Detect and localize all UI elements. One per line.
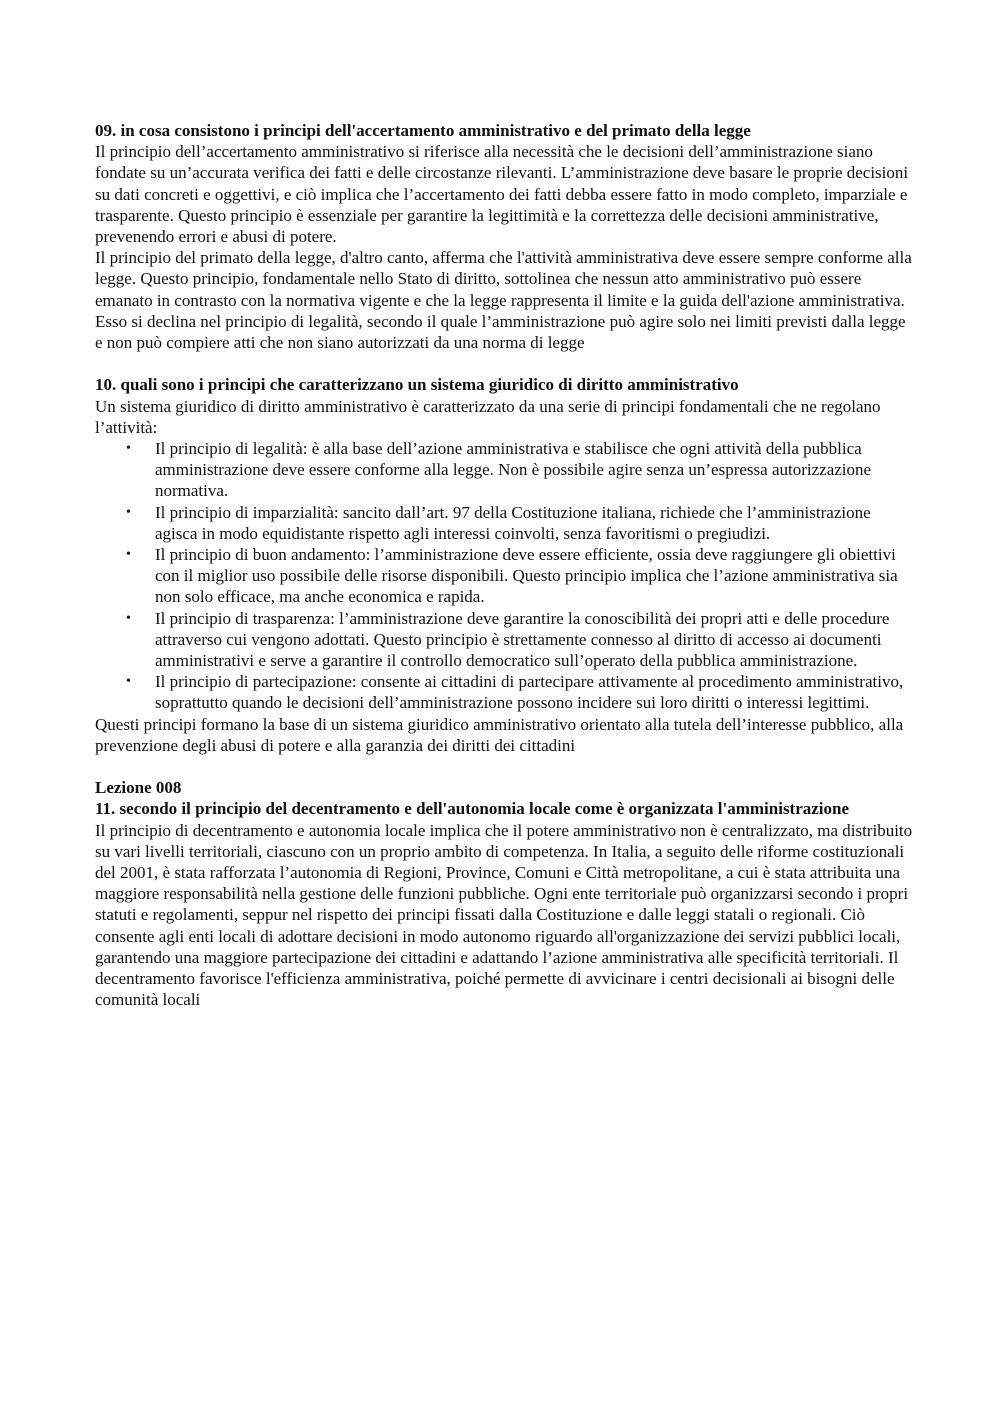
section-11-heading: 11. secondo il principio del decentramento e dell'autonomia locale come è organizzata l'amministrazione: [95, 799, 850, 819]
list-item: [95, 438, 915, 502]
list-item-text: Il principio di buon andamento: l’amministrazione deve essere efficiente, ossia deve raggiungere gli obiettivi con il miglior uso possibile delle risorse disponibili. Questo principio implica che l’azione amministrativa sia non solo efficace, ma anche economica e rapida.: [155, 545, 898, 607]
section-spacer: [95, 353, 915, 374]
bullet-icon: •: [126, 504, 131, 520]
list-item: [95, 544, 915, 608]
list-item-text: Il principio di trasparenza: l’amministrazione deve garantire la conoscibilità dei propri atti e delle procedure attraverso cui vengono adottati. Questo principio è strettamente connesso al diritto di accesso ai documenti amministrativi e serve a garantire il controllo democratico sull’operato della pubblica amministrazione.: [155, 608, 890, 671]
list-item: [95, 502, 915, 544]
section-09-heading: 09. in cosa consistono i principi dell'accertamento amministrativo e del primato della legge: [95, 121, 751, 140]
section-spacer: [95, 756, 915, 777]
section-11-paragraph: Il principio di decentramento e autonomia locale implica che il potere amministrativo non è centralizzato, ma distribuito su vari livelli territoriali, ciascuno con un proprio ambito di competenza. In Italia, a seguito delle riforme costituzionali del 2001, è stata rafforzata l’autonomia di Regioni, Province, Comuni e Città metropolitane, a cui è stata attribuita una maggiore responsabilità nella gestione delle funzioni pubbliche. Ogni ente territoriale può organizzarsi secondo i propri statuti e regolamenti, seppur nel rispetto dei principi fissati dalla Costituzione e dalle leggi statali o regionali. Ciò consente agli enti locali di adottare decisioni in modo autonomo riguardo all'organizzazione dei servizi pubblici locali, garantendo una maggiore partecipazione dei cittadini e adattando l’azione amministrativa alle specificità territoriali. Il decentramento favorisce l'efficienza amministrativa, poiché permette di avvicinare i centri decisionali ai bisogni delle comunità locali: [95, 820, 913, 1010]
section-09-paragraph-1: Il principio dell’accertamento amministrativo si riferisce alla necessità che le decisioni dell’amministrazione siano fondate su un’accurata verifica dei fatti e delle circostanze rilevanti. L’amministrazione deve basare le proprie decisioni su dati concreti e oggettivi, e ciò implica che l’accertamento dei fatti debba essere fatto in modo completo, imparziale e trasparente. Questo principio è essenziale per garantire la legittimità e la correttezza delle decisioni amministrative, prevenendo errori e abusi di potere.: [95, 142, 909, 247]
bullet-icon: •: [126, 674, 131, 690]
list-item-text: Il principio di partecipazione: consente ai cittadini di partecipare attivamente al procedimento amministrativo, soprattutto quando le decisioni dell’amministrazione possono incidere sui loro diritti o interessi legittimi.: [155, 672, 904, 713]
section-10-heading: 10. quali sono i principi che caratterizzano un sistema giuridico di diritto amministrativo: [95, 375, 739, 395]
lesson-label: Lezione 008: [95, 778, 182, 798]
bullet-icon: •: [126, 547, 131, 563]
list-item-text: Il principio di legalità: è alla base dell’azione amministrativa e stabilisce che ogni attività della pubblica amministrazione deve essere conforme alla legge. Non è possibile agire senza un’espressa autorizzazione normativa.: [155, 439, 872, 501]
list-item: [95, 671, 915, 713]
section-10-closing: Questi principi formano la base di un sistema giuridico amministrativo orientato alla tutela dell’interesse pubblico, alla prevenzione degli abusi di potere e alla garanzia dei diritti dei cittadini: [95, 714, 904, 755]
bullet-icon: •: [126, 610, 131, 626]
principles-list: [95, 438, 915, 714]
list-item: [95, 608, 915, 672]
bullet-icon: •: [126, 441, 131, 457]
list-item-text: Il principio di imparzialità: sancito dall’art. 97 della Costituzione italiana, richiede che l’amministrazione agisca in modo equidistante rispetto agli interessi coinvolti, senza favoritismi o pregiudizi.: [155, 502, 871, 543]
section-09-paragraph-2: Il principio del primato della legge, d'altro canto, afferma che l'attività amministrativa deve essere sempre conforme alla legge. Questo principio, fondamentale nello Stato di diritto, sottolinea che nessun atto amministrativo può essere emanato in contrasto con la normativa vigente e che la legge rappresenta il limite e la guida dell'azione amministrativa. Esso si declina nel principio di legalità, secondo il quale l’amministrazione può agire solo nei limiti previsti dalla legge e non può compiere atti che non siano autorizzati da una norma di legge: [95, 248, 912, 353]
section-10-intro: Un sistema giuridico di diritto amministrativo è caratterizzato da una serie di principi fondamentali che ne regolano l’attività:: [95, 396, 881, 437]
document-page: [95, 120, 915, 1011]
